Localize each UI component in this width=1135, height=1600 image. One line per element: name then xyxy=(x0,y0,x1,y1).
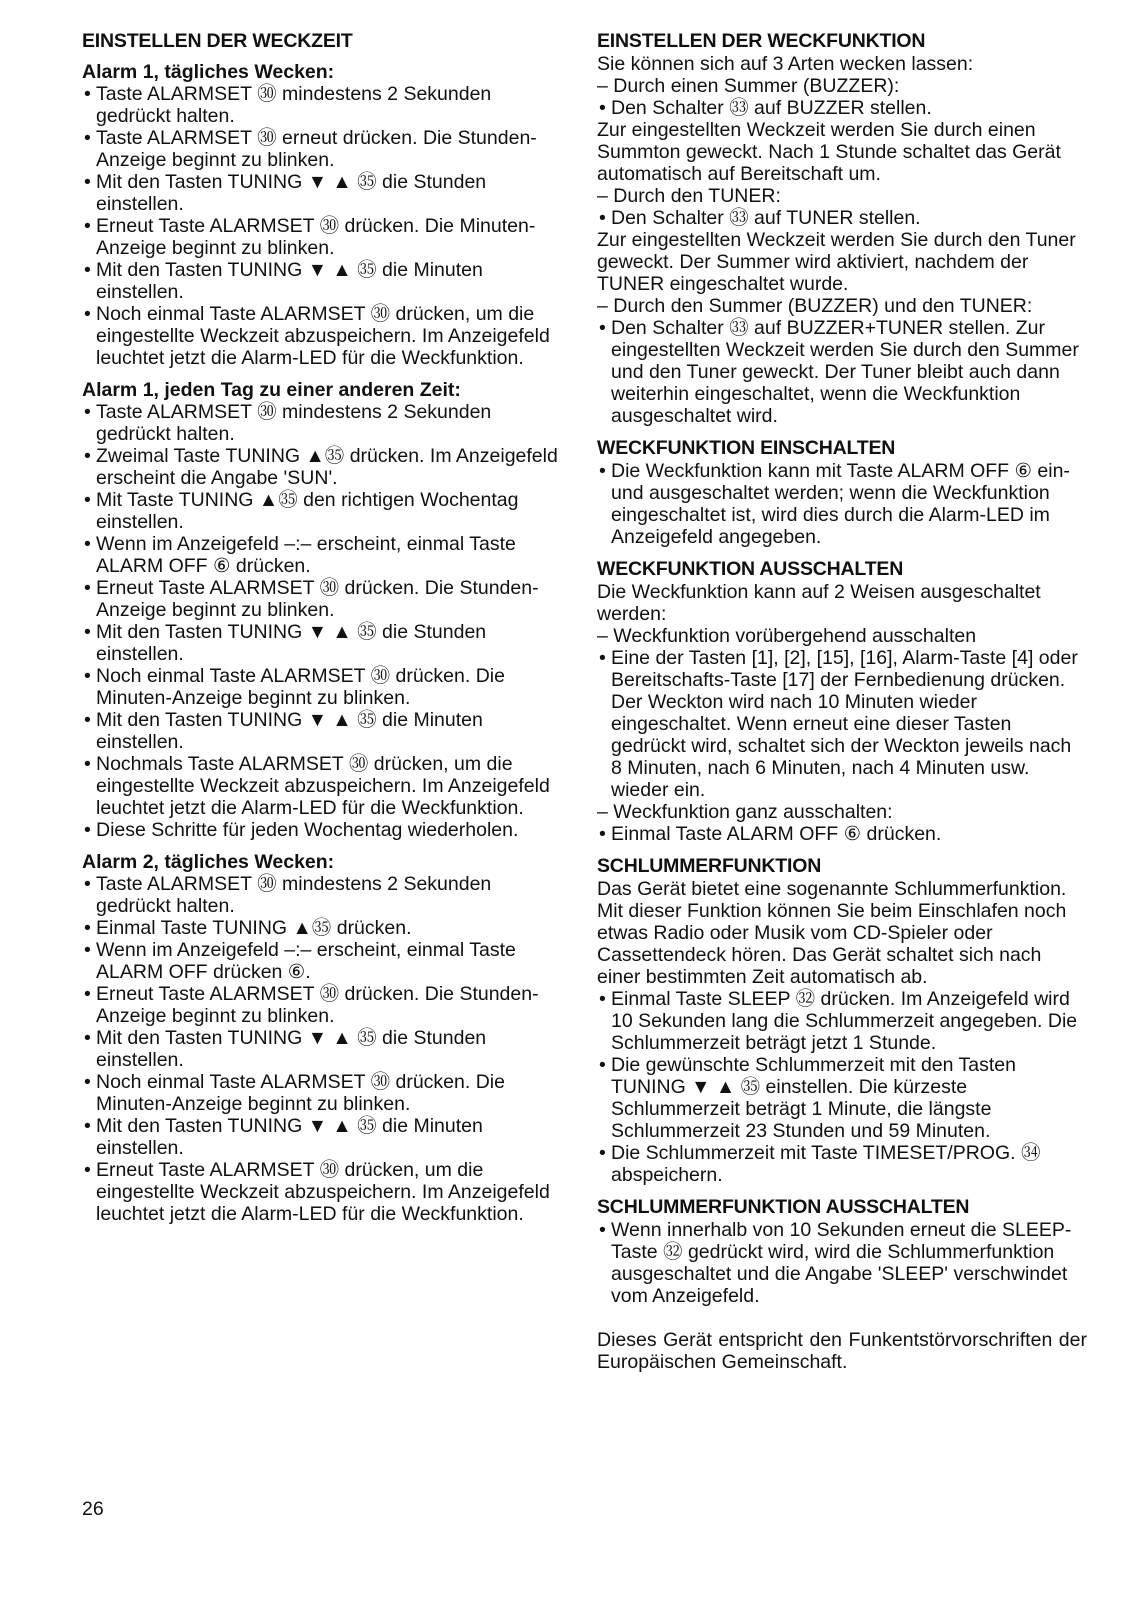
section-schlummer xyxy=(597,855,1087,1186)
list-item: • Taste ALARMSET ㉚ mindestens 2 Sekunden gedrückt halten. xyxy=(82,401,562,445)
list-item: • Taste ALARMSET ㉚ mindestens 2 Sekunden gedrückt halten. xyxy=(82,873,562,917)
list-item: • Erneut Taste ALARMSET ㉚ drücken, um die eingestellte Weckzeit abzuspeichern. Im Anzeigefeld leuchtet jetzt die Alarm-LED für die Weckfunktion. xyxy=(82,1159,562,1225)
list-item: • Mit den Tasten TUNING ▼ ▲ ㉟ die Stunden einstellen. xyxy=(82,1027,562,1071)
instruction-list xyxy=(597,823,1087,845)
body-text: Zur eingestellten Weckzeit werden Sie durch den Tuner geweckt. Der Summer wird aktiviert, nachdem der TUNER eingeschaltet wurde. xyxy=(597,229,1076,295)
instruction-list xyxy=(82,401,562,841)
body-text: Zur eingestellten Weckzeit werden Sie durch einen Summton geweckt. Nach 1 Stunde schaltet das Gerät automatisch auf Bereitschaft um. xyxy=(597,119,1061,185)
intro-text: Das Gerät bietet eine sogenannte Schlummerfunktion. Mit dieser Funktion können Sie beim Einschlafen noch etwas Radio oder Musik vom CD-Spieler oder Cassettendeck hören. Das Gerät schaltet sich nach einer bestimmten Zeit automatisch ab. xyxy=(597,878,1067,988)
option-full: – Weckfunktion ganz ausschalten: xyxy=(597,801,893,823)
list-item: • Taste ALARMSET ㉚ erneut drücken. Die Stunden-Anzeige beginnt zu blinken. xyxy=(82,127,562,171)
list-item: • Mit den Tasten TUNING ▼ ▲ ㉟ die Minuten einstellen. xyxy=(82,259,562,303)
instruction-list xyxy=(597,988,1087,1186)
instruction-list xyxy=(597,647,1087,801)
section-schlummer-aus xyxy=(597,1196,1087,1307)
subsection-heading: Alarm 2, tägliches Wecken: xyxy=(82,851,335,873)
section-title-weckzeit: EINSTELLEN DER WECKZEIT xyxy=(82,30,353,52)
option-buzzer-tuner: – Durch den Summer (BUZZER) und den TUNER: xyxy=(597,295,1033,317)
section-weckfunktion-einstellen xyxy=(597,30,1087,427)
list-item: • Wenn innerhalb von 10 Sekunden erneut die SLEEP-Taste ㉜ gedrückt wird, wird die Schlummerfunktion ausgeschaltet und die Angabe 'SLEEP' verschwindet vom Anzeigefeld. xyxy=(597,1219,1087,1307)
instruction-list xyxy=(597,1219,1087,1307)
option-buzzer: – Durch einen Summer (BUZZER): xyxy=(597,75,900,97)
list-item: • Mit Taste TUNING ▲㉟ den richtigen Wochentag einstellen. xyxy=(82,489,562,533)
page-number: 26 xyxy=(82,1498,104,1520)
compliance-note: Dieses Gerät entspricht den Funkentstörvorschriften der Europäischen Gemeinschaft. xyxy=(597,1329,1087,1373)
list-item: • Wenn im Anzeigefeld –:– erscheint, einmal Taste ALARM OFF ⑥ drücken. xyxy=(82,533,562,577)
list-item: • Noch einmal Taste ALARMSET ㉚ drücken. Die Minuten-Anzeige beginnt zu blinken. xyxy=(82,1071,562,1115)
instruction-list xyxy=(82,83,562,369)
instruction-list xyxy=(597,317,1087,427)
instruction-list xyxy=(82,873,562,1225)
subsection-alarm2-daily xyxy=(82,851,562,1225)
intro-text: Die Weckfunktion kann auf 2 Weisen ausgeschaltet werden: xyxy=(597,581,1041,625)
option-temporary: – Weckfunktion vorübergehend ausschalten xyxy=(597,625,977,647)
list-item: • Die Schlummerzeit mit Taste TIMESET/PROG. ㉞ abspeichern. xyxy=(597,1142,1087,1186)
list-item: • Mit den Tasten TUNING ▼ ▲ ㉟ die Stunden einstellen. xyxy=(82,621,562,665)
list-item: • Mit den Tasten TUNING ▼ ▲ ㉟ die Stunden einstellen. xyxy=(82,171,562,215)
list-item: • Einmal Taste TUNING ▲㉟ drücken. xyxy=(82,917,562,939)
list-item: • Einmal Taste ALARM OFF ⑥ drücken. xyxy=(597,823,1087,845)
list-item: • Noch einmal Taste ALARMSET ㉚ drücken. Die Minuten-Anzeige beginnt zu blinken. xyxy=(82,665,562,709)
list-item: • Noch einmal Taste ALARMSET ㉚ drücken, um die eingestellte Weckzeit abzuspeichern. Im Anzeigefeld leuchtet jetzt die Alarm-LED für die Weckfunktion. xyxy=(82,303,562,369)
subsection-heading: Alarm 1, tägliches Wecken: xyxy=(82,61,335,83)
instruction-list xyxy=(597,460,1087,548)
list-item: • Erneut Taste ALARMSET ㉚ drücken. Die Stunden-Anzeige beginnt zu blinken. xyxy=(82,577,562,621)
list-item: • Diese Schritte für jeden Wochentag wiederholen. xyxy=(82,819,562,841)
subsection-alarm1-daily xyxy=(82,61,562,369)
left-column xyxy=(82,30,562,1235)
list-item: • Den Schalter ㉝ auf BUZZER stellen. xyxy=(597,97,1087,119)
section-weckfunktion-ein xyxy=(597,437,1087,548)
list-item: • Mit den Tasten TUNING ▼ ▲ ㉟ die Minuten einstellen. xyxy=(82,709,562,753)
list-item: • Den Schalter ㉝ auf BUZZER+TUNER stellen. Zur eingestellten Weckzeit werden Sie durch den Summer und den Tuner geweckt. Der Tuner bleibt auch dann weiterhin eingeschaltet, wenn die Weckfunktion ausgeschaltet wird. xyxy=(597,317,1087,427)
section-weckfunktion-aus xyxy=(597,558,1087,845)
section-title: SCHLUMMERFUNKTION AUSSCHALTEN xyxy=(597,1196,970,1218)
list-item: • Den Schalter ㉝ auf TUNER stellen. xyxy=(597,207,1087,229)
list-item: • Taste ALARMSET ㉚ mindestens 2 Sekunden gedrückt halten. xyxy=(82,83,562,127)
instruction-list xyxy=(597,207,1087,229)
instruction-list xyxy=(597,97,1087,119)
section-title: EINSTELLEN DER WECKFUNKTION xyxy=(597,30,926,52)
list-item: • Einmal Taste SLEEP ㉜ drücken. Im Anzeigefeld wird 10 Sekunden lang die Schlummerzeit angegeben. Die Schlummerzeit beträgt jetzt 1 Stunde. xyxy=(597,988,1087,1054)
subsection-heading: Alarm 1, jeden Tag zu einer anderen Zeit: xyxy=(82,379,461,401)
subsection-alarm1-weekday xyxy=(82,379,562,841)
list-item: • Eine der Tasten [1], [2], [15], [16], Alarm-Taste [4] oder Bereitschafts-Taste [17] der Fernbedienung drücken. Der Weckton wird nach 10 Minuten wieder eingeschaltet. Wenn erneut eine dieser Tasten gedrückt wird, schaltet sich der Weckton jeweils nach 8 Minuten, nach 6 Minuten, nach 4 Minuten usw. wieder ein. xyxy=(597,647,1087,801)
section-title: WECKFUNKTION AUSSCHALTEN xyxy=(597,558,904,580)
list-item: • Mit den Tasten TUNING ▼ ▲ ㉟ die Minuten einstellen. xyxy=(82,1115,562,1159)
option-tuner: – Durch den TUNER: xyxy=(597,185,781,207)
section-title: SCHLUMMERFUNKTION xyxy=(597,855,822,877)
section-title: WECKFUNKTION EINSCHALTEN xyxy=(597,437,896,459)
list-item: • Erneut Taste ALARMSET ㉚ drücken. Die Minuten-Anzeige beginnt zu blinken. xyxy=(82,215,562,259)
list-item: • Nochmals Taste ALARMSET ㉚ drücken, um die eingestellte Weckzeit abzuspeichern. Im Anzeigefeld leuchtet jetzt die Alarm-LED für die Weckfunktion. xyxy=(82,753,562,819)
intro-text: Sie können sich auf 3 Arten wecken lassen: xyxy=(597,53,974,75)
right-column xyxy=(597,30,1087,1373)
list-item: • Erneut Taste ALARMSET ㉚ drücken. Die Stunden-Anzeige beginnt zu blinken. xyxy=(82,983,562,1027)
list-item: • Zweimal Taste TUNING ▲㉟ drücken. Im Anzeigefeld erscheint die Angabe 'SUN'. xyxy=(82,445,562,489)
list-item: • Wenn im Anzeigefeld –:– erscheint, einmal Taste ALARM OFF drücken ⑥. xyxy=(82,939,562,983)
list-item: • Die gewünschte Schlummerzeit mit den Tasten TUNING ▼ ▲ ㉟ einstellen. Die kürzeste Schlummerzeit beträgt 1 Minute, die längste Schlummerzeit 23 Stunden und 59 Minuten. xyxy=(597,1054,1087,1142)
list-item: • Die Weckfunktion kann mit Taste ALARM OFF ⑥ ein- und ausgeschaltet werden; wenn die Weckfunktion eingeschaltet ist, wird dies durch die Alarm-LED im Anzeigefeld angegeben. xyxy=(597,460,1087,548)
